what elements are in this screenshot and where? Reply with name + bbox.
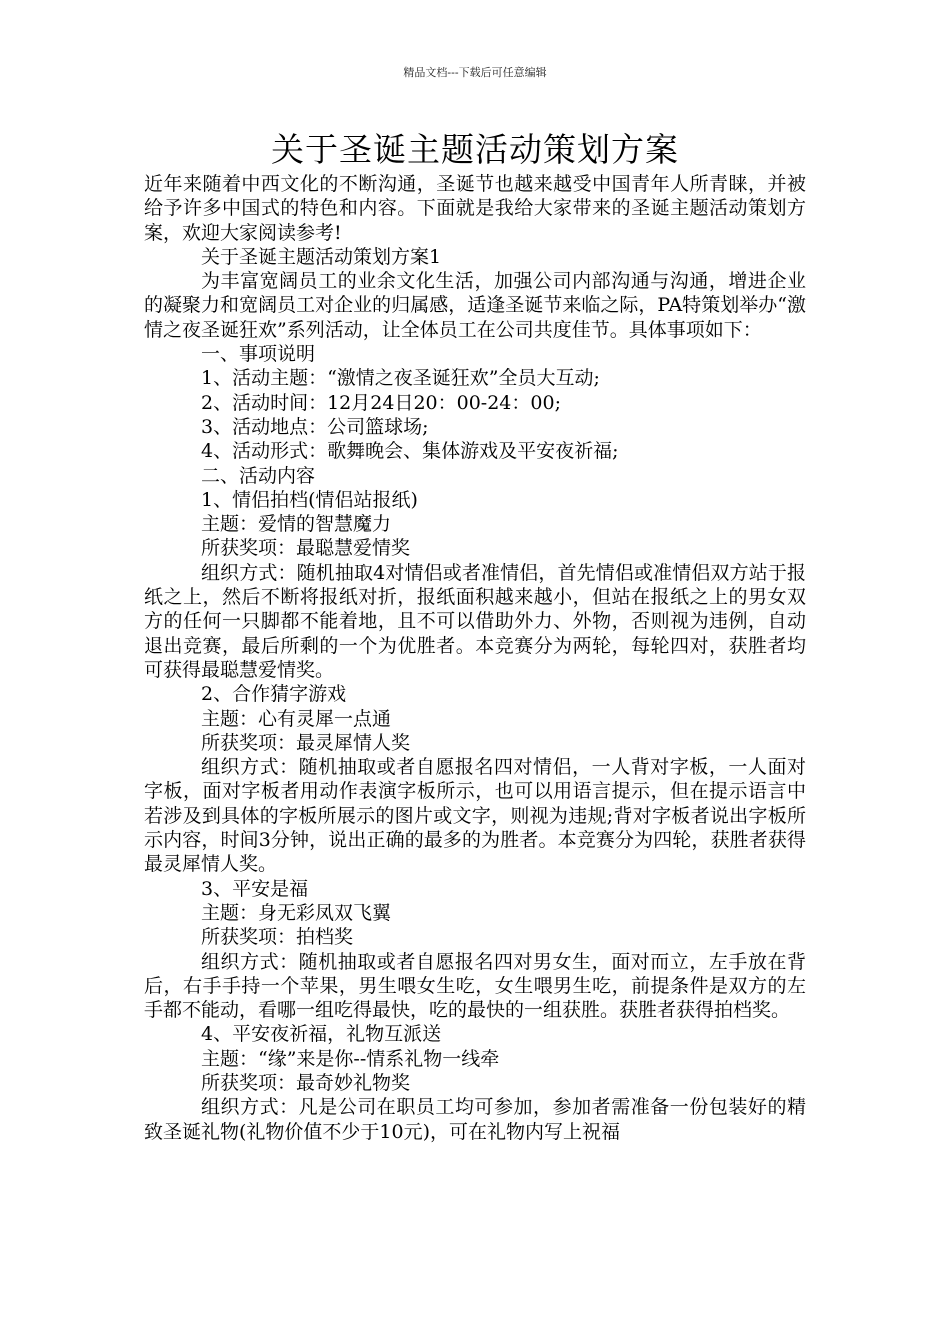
page-header: 精品文档---下载后可任意编辑: [403, 66, 547, 79]
body-paragraph: 所获奖项：拍档奖: [201, 926, 354, 949]
body-paragraph: 所获奖项：最灵犀情人奖: [201, 731, 411, 754]
body-paragraph: 组织方式：随机抽取或者自愿报名四对男女生，面对而立，左手放在背后，右手手持一个苹果，男生喂女生吃，女生喂男生吃，前提条件是双方的左手都不能动，看哪一组吃得最快，吃的最快的一组获胜。获胜者获得拍档奖。: [144, 950, 806, 1022]
body-paragraph: 3、平安是福: [201, 877, 309, 900]
document-title: 关于圣诞主题活动策划方案: [271, 130, 679, 169]
body-paragraph: 1、情侣拍档(情侣站报纸): [201, 488, 418, 511]
body-paragraph: 近年来随着中西文化的不断沟通，圣诞节也越来越受中国青年人所青睐，并被给予许多中国式的特色和内容。下面就是我给大家带来的圣诞主题活动策划方案，欢迎大家阅读参考!: [144, 173, 806, 244]
body-paragraph: 3、活动地点：公司篮球场;: [201, 415, 429, 438]
body-paragraph: 组织方式：随机抽取或者自愿报名四对情侣，一人背对字板，一人面对字板，面对字板者用动作表演字板所示，也可以用语言提示，但在提示语言中若涉及到具体的字板所展示的图片或文字，则视为违规;背对字板者说出字板所示内容，时间3分钟，说出正确的最多的为胜者。本竞赛分为四轮，获胜者获得最灵犀情人奖。: [144, 756, 806, 876]
body-paragraph: 4、平安夜祈福，礼物互派送: [201, 1023, 442, 1046]
body-paragraph: 2、合作猜字游戏: [201, 683, 347, 706]
body-paragraph: 主题：心有灵犀一点通: [201, 707, 392, 730]
document-body: [144, 172, 806, 1144]
body-paragraph: 主题：爱情的智慧魔力: [201, 513, 392, 536]
body-paragraph: 组织方式：凡是公司在职员工均可参加，参加者需准备一份包装好的精致圣诞礼物(礼物价值不少于10元)，可在礼物内写上祝福: [144, 1096, 806, 1143]
body-paragraph: 主题：身无彩凤双飞翼: [201, 901, 392, 924]
body-paragraph: 关于圣诞主题活动策划方案1: [201, 245, 442, 268]
body-paragraph: 所获奖项：最聪慧爱情奖: [201, 537, 411, 560]
body-paragraph: 二、活动内容: [201, 464, 316, 487]
body-paragraph: 1、活动主题：“激情之夜圣诞狂欢”全员大互动;: [201, 367, 600, 390]
body-paragraph: 2、活动时间：12月24日20：00-24：00;: [201, 391, 561, 414]
body-paragraph: 所获奖项：最奇妙礼物奖: [201, 1071, 411, 1094]
body-paragraph: 为丰富宽阔员工的业余文化生活，加强公司内部沟通与沟通，增进企业的凝聚力和宽阔员工对企业的归属感，适逢圣诞节来临之际，PA特策划举办“激情之夜圣诞狂欢”系列活动，让全体员工在公司共度佳节。具体事项如下：: [144, 270, 806, 341]
body-paragraph: 一、事项说明: [201, 343, 316, 366]
body-paragraph: 主题：“缘”来是你--情系礼物一线牵: [201, 1047, 500, 1070]
body-paragraph: 4、活动形式：歌舞晚会、集体游戏及平安夜祈福;: [201, 440, 619, 463]
body-paragraph: 组织方式：随机抽取4对情侣或者准情侣，首先情侣或准情侣双方站于报纸之上，然后不断将报纸对折，报纸面积越来越小，但站在报纸之上的男女双方的任何一只脚都不能着地，且不可以借助外力、外物，否则视为违例，自动退出竞赛，最后所剩的一个为优胜者。本竞赛分为两轮，每轮四对，获胜者均可获得最聪慧爱情奖。: [144, 561, 806, 681]
